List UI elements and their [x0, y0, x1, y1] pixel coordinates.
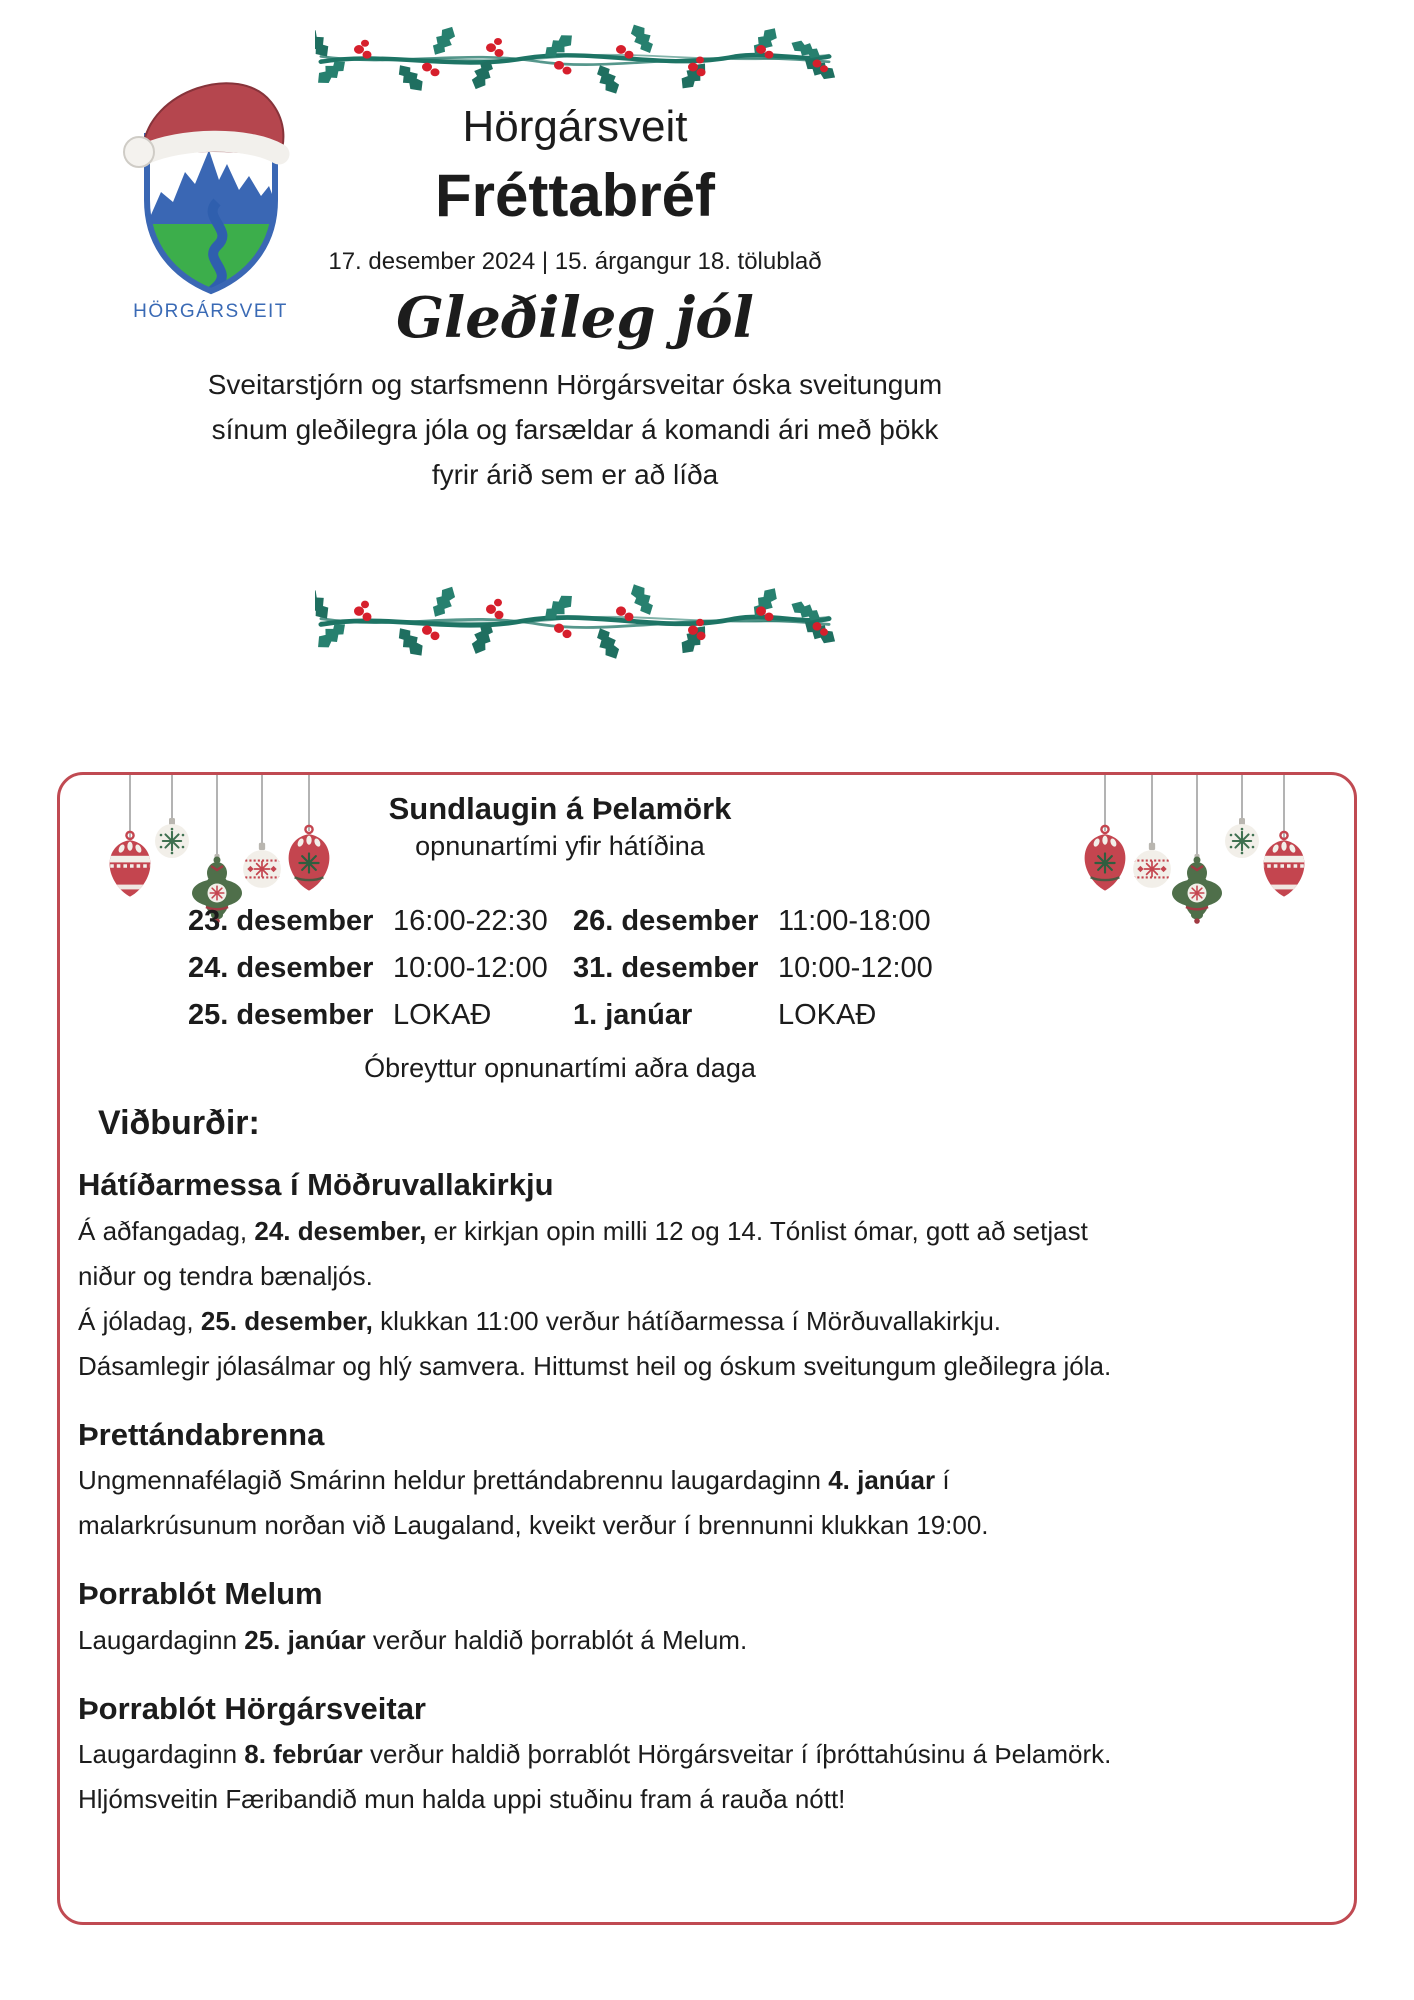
schedule-row [573, 898, 958, 945]
event-paragraph: Laugardaginn 8. febrúar verður haldið þorrablót Hörgársveitar í íþróttahúsinu á Þelamörk. Hljómsveitin Færibandið mun halda uppi stuðinu fram á rauða nótt! [78, 1739, 1112, 1815]
schedule-hours: 10:00-12:00 [393, 951, 548, 984]
logo-caption: HÖRGÁRSVEIT [133, 301, 288, 322]
pool-note: Óbreyttur opnunartími aðra daga [364, 1052, 756, 1083]
schedule-hours: LOKAÐ [778, 998, 877, 1031]
issue-line: 17. desember 2024 | 15. árgangur 18. tölublað [328, 248, 822, 276]
schedule-day: 26. desember [573, 904, 759, 937]
greeting-text: Sveitarstjórn og starfsmenn Hörgársveitar óska sveitungum sínum gleðilegra jóla og farsældar á komandi ári með þökk fyrir árið sem er að líða [207, 369, 943, 491]
municipality-name: Hörgársveit [462, 102, 688, 151]
event-title: Þorrablót Hörgársveitar [78, 1690, 426, 1726]
greeting-script: Gleðileg jól [396, 284, 754, 351]
events-heading: Viðburðir: [98, 1103, 260, 1142]
schedule-day: 25. desember [188, 998, 374, 1031]
event-title: Þorrablót Melum [78, 1576, 323, 1612]
newsletter-title: Fréttabréf [434, 162, 716, 230]
event-section [78, 1691, 1128, 1823]
holly-garland-icon [315, 16, 835, 104]
holly-garland-icon [315, 575, 835, 670]
schedule-hours: LOKAÐ [393, 998, 492, 1031]
event-paragraph: Laugardaginn 25. janúar verður haldið þorrablót á Melum. [78, 1624, 748, 1655]
header [150, 0, 1000, 670]
schedule-row [573, 945, 958, 992]
schedule-hours: 10:00-12:00 [778, 951, 933, 984]
schedule-row [188, 945, 573, 992]
schedule-row [573, 992, 958, 1039]
pool-title: Sundlaugin á Þelamörk [388, 791, 732, 826]
schedule-day: 23. desember [188, 904, 374, 937]
event-paragraph: Á aðfangadag, 24. desember, er kirkjan opin milli 12 og 14. Tónlist ómar, gott að setjast niður og tendra bænaljós. [78, 1215, 1088, 1291]
pool-schedule [188, 898, 1060, 1039]
event-section [78, 1167, 1128, 1389]
schedule-hours: 16:00-22:30 [393, 904, 548, 937]
event-paragraph: Ungmennafélagið Smárinn heldur þrettándabrennu laugardaginn 4. janúar í malarkrúsunum norðan við Laugaland, kveikt verður í brennunni klukkan 19:00. [78, 1465, 989, 1541]
christmas-ornaments-right-icon [1042, 775, 1342, 960]
event-section [78, 1417, 1128, 1549]
pool-subtitle: opnunartími yfir hátíðina [415, 830, 705, 861]
events-list [78, 1167, 1128, 1823]
pool-section [60, 791, 1060, 1086]
schedule-day: 24. desember [188, 951, 374, 984]
event-paragraph: Á jóladag, 25. desember, klukkan 11:00 verður hátíðarmessa í Mörðuvallakirkju. Dásamlegir jólasálmar og hlý samvera. Hittumst heil og óskum sveitungum gleðilegra jóla. [78, 1305, 1112, 1381]
info-box [57, 772, 1357, 1925]
event-section [78, 1576, 1128, 1663]
schedule-day: 1. janúar [573, 998, 693, 1031]
schedule-column [188, 898, 573, 1039]
event-title: Hátíðarmessa í Möðruvallakirkju [78, 1166, 554, 1202]
schedule-row [188, 898, 573, 945]
schedule-day: 31. desember [573, 951, 759, 984]
schedule-hours: 11:00-18:00 [778, 904, 931, 937]
schedule-row [188, 992, 573, 1039]
event-title: Þrettándabrenna [78, 1416, 325, 1452]
schedule-column [573, 898, 958, 1039]
